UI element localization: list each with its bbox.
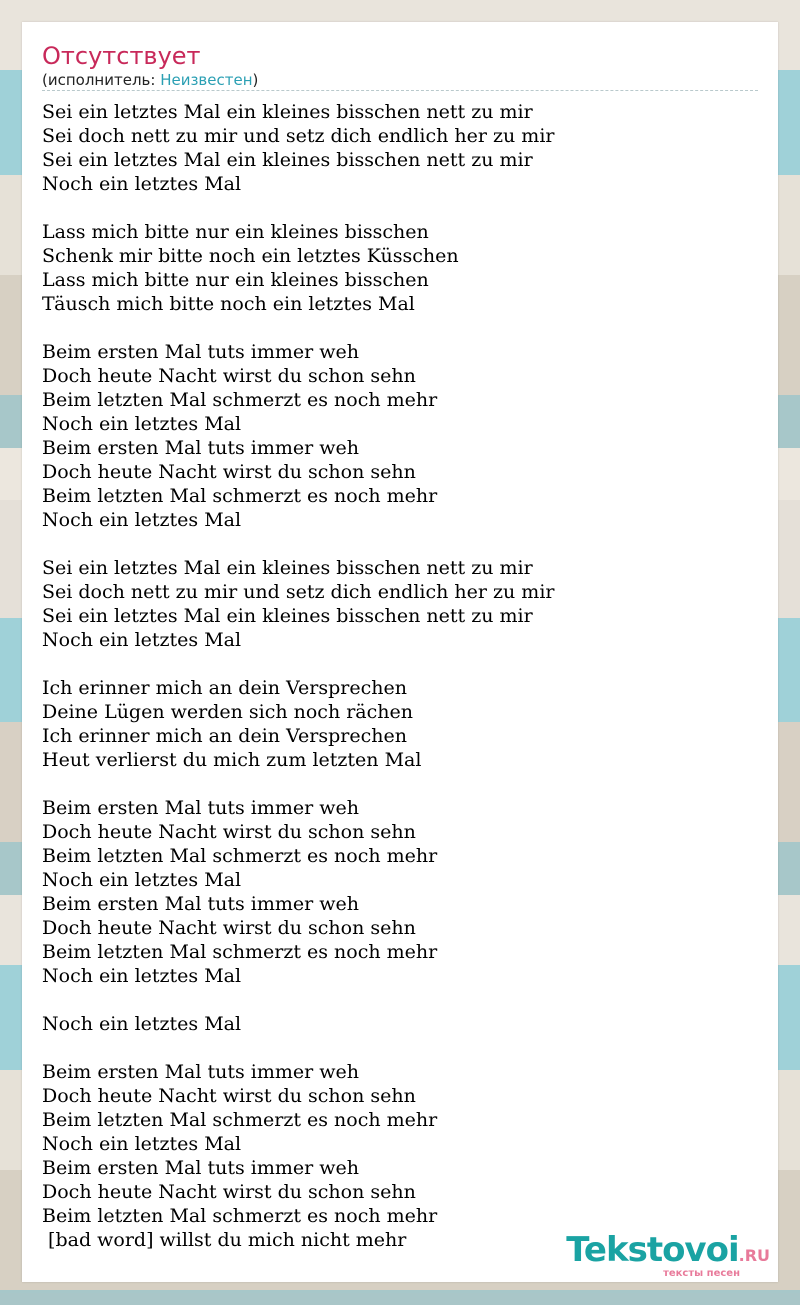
- lyric-blank-line: [42, 196, 762, 220]
- lyric-blank-line: [42, 988, 762, 1012]
- lyric-line: Noch ein letztes Mal: [42, 1013, 242, 1035]
- lyric-line: Noch ein letztes Mal: [42, 413, 242, 435]
- lyric-line: Beim ersten Mal tuts immer weh: [42, 893, 359, 915]
- lyric-line: Beim ersten Mal tuts immer weh: [42, 1061, 359, 1083]
- lyric-line: Sei ein letztes Mal ein kleines bisschen nett zu mir: [42, 605, 533, 627]
- lyric-line: [bad word] willst du mich nicht mehr: [42, 1229, 407, 1251]
- performer-prefix: (исполнитель:: [42, 71, 161, 89]
- lyric-line: Beim ersten Mal tuts immer weh: [42, 797, 359, 819]
- site-logo[interactable]: [566, 1232, 770, 1280]
- lyric-line: Lass mich bitte nur ein kleines bisschen: [42, 269, 429, 291]
- lyric-line: Ich erinner mich an dein Versprechen: [42, 725, 407, 747]
- lyric-line: Noch ein letztes Mal: [42, 629, 242, 651]
- lyric-line: Noch ein letztes Mal: [42, 173, 242, 195]
- lyric-line: Beim ersten Mal tuts immer weh: [42, 1157, 359, 1179]
- title-divider: [42, 90, 758, 91]
- logo-tld: .RU: [738, 1246, 770, 1265]
- lyric-line: Lass mich bitte nur ein kleines bisschen: [42, 221, 429, 243]
- lyric-blank-line: [42, 532, 762, 556]
- lyric-blank-line: [42, 316, 762, 340]
- lyric-line: Doch heute Nacht wirst du schon sehn: [42, 1085, 416, 1107]
- lyric-blank-line: [42, 652, 762, 676]
- lyric-line: Deine Lügen werden sich noch rächen: [42, 701, 413, 723]
- lyric-line: Beim letzten Mal schmerzt es noch mehr: [42, 941, 438, 963]
- lyric-line: Beim letzten Mal schmerzt es noch mehr: [42, 485, 438, 507]
- performer-line: [42, 70, 258, 90]
- lyric-line: Beim letzten Mal schmerzt es noch mehr: [42, 845, 438, 867]
- lyric-line: Doch heute Nacht wirst du schon sehn: [42, 917, 416, 939]
- lyric-line: Sei ein letztes Mal ein kleines bisschen nett zu mir: [42, 149, 533, 171]
- lyric-line: Beim letzten Mal schmerzt es noch mehr: [42, 389, 438, 411]
- lyrics-card: [22, 22, 778, 1282]
- performer-suffix: ): [252, 71, 259, 89]
- lyric-line: Beim ersten Mal tuts immer weh: [42, 437, 359, 459]
- lyric-line: Beim ersten Mal tuts immer weh: [42, 341, 359, 363]
- lyric-blank-line: [42, 772, 762, 796]
- lyric-line: Doch heute Nacht wirst du schon sehn: [42, 821, 416, 843]
- lyric-line: Doch heute Nacht wirst du schon sehn: [42, 461, 416, 483]
- lyric-line: Täusch mich bitte noch ein letztes Mal: [42, 293, 415, 315]
- performer-link[interactable]: Неизвестен: [160, 71, 253, 89]
- lyric-line: Sei doch nett zu mir und setz dich endlich her zu mir: [42, 581, 555, 603]
- lyric-line: Beim letzten Mal schmerzt es noch mehr: [42, 1205, 438, 1227]
- lyric-line: Noch ein letztes Mal: [42, 1133, 242, 1155]
- lyric-line: Schenk mir bitte noch ein letztes Küsschen: [42, 245, 459, 267]
- bottom-strip: [0, 1293, 800, 1305]
- logo-tagline: тексты песен: [663, 1268, 740, 1279]
- lyric-line: Noch ein letztes Mal: [42, 509, 242, 531]
- lyric-line: Ich erinner mich an dein Versprechen: [42, 677, 407, 699]
- lyric-line: Noch ein letztes Mal: [42, 869, 242, 891]
- lyric-line: Heut verlierst du mich zum letzten Mal: [42, 749, 422, 771]
- lyric-line: Doch heute Nacht wirst du schon sehn: [42, 1181, 416, 1203]
- lyrics-text: [42, 100, 762, 1252]
- lyric-line: Noch ein letztes Mal: [42, 965, 242, 987]
- lyric-line: Sei ein letztes Mal ein kleines bisschen nett zu mir: [42, 557, 533, 579]
- song-title: Отсутствует: [42, 42, 201, 70]
- lyric-line: Sei doch nett zu mir und setz dich endlich her zu mir: [42, 125, 555, 147]
- lyric-line: Sei ein letztes Mal ein kleines bisschen nett zu mir: [42, 101, 533, 123]
- lyric-line: Beim letzten Mal schmerzt es noch mehr: [42, 1109, 438, 1131]
- lyric-line: Doch heute Nacht wirst du schon sehn: [42, 365, 416, 387]
- logo-name: Tekstovoi: [566, 1230, 739, 1270]
- lyric-blank-line: [42, 1036, 762, 1060]
